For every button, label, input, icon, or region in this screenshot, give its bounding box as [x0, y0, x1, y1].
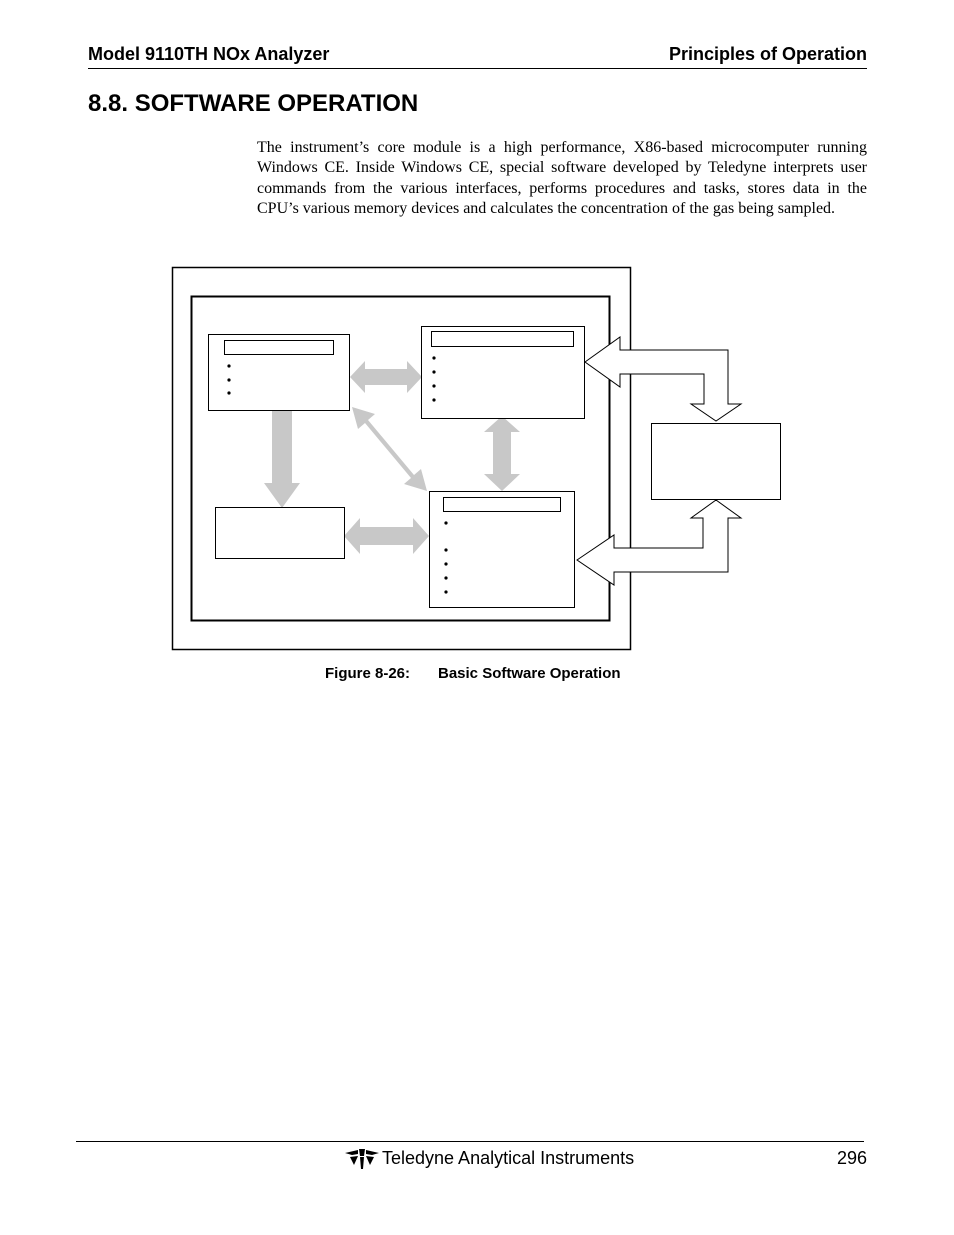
bullet [444, 562, 447, 565]
footer-rule [76, 1141, 864, 1142]
figure-caption [325, 665, 621, 682]
box-top-left-label [225, 341, 334, 355]
header-document-title: Model 9110TH NOx Analyzer [88, 44, 330, 64]
figure-number: Figure 8-26: [325, 665, 411, 682]
bullet [444, 576, 447, 579]
box-bottom-left [216, 508, 345, 559]
box-bottom-center-label [444, 498, 561, 512]
footer-company: Teledyne Analytical Instruments [382, 1148, 635, 1168]
box-top-center-label [432, 332, 574, 347]
section-title: 8.8. SOFTWARE OPERATION [88, 90, 419, 117]
bullet [432, 370, 435, 373]
bullet [432, 356, 435, 359]
bullet [227, 378, 230, 381]
page-header [88, 44, 867, 69]
bullet [444, 521, 447, 524]
teledyne-logo-icon [344, 1148, 380, 1170]
software-operation-diagram [170, 265, 790, 655]
bullet [227, 364, 230, 367]
footer-page-number: 296 [836, 1148, 867, 1168]
figure-title: Basic Software Operation [438, 665, 621, 682]
bullet [444, 590, 447, 593]
bullet [432, 398, 435, 401]
bullet [227, 391, 230, 394]
section-paragraph: The instrument’s core module is a high performance, X86-based microcomputer running Windows CE. Inside Windows CE, special software developed by Teledyne interprets user commands from the various interfaces, performs procedures and tasks, stores data in the CPU’s various memory devices and calculates the concentration of the gas being sampled. [257, 139, 867, 218]
box-external [652, 424, 781, 500]
bullet [444, 548, 447, 551]
bullet [432, 384, 435, 387]
header-chapter-title: Principles of Operation [668, 44, 867, 64]
